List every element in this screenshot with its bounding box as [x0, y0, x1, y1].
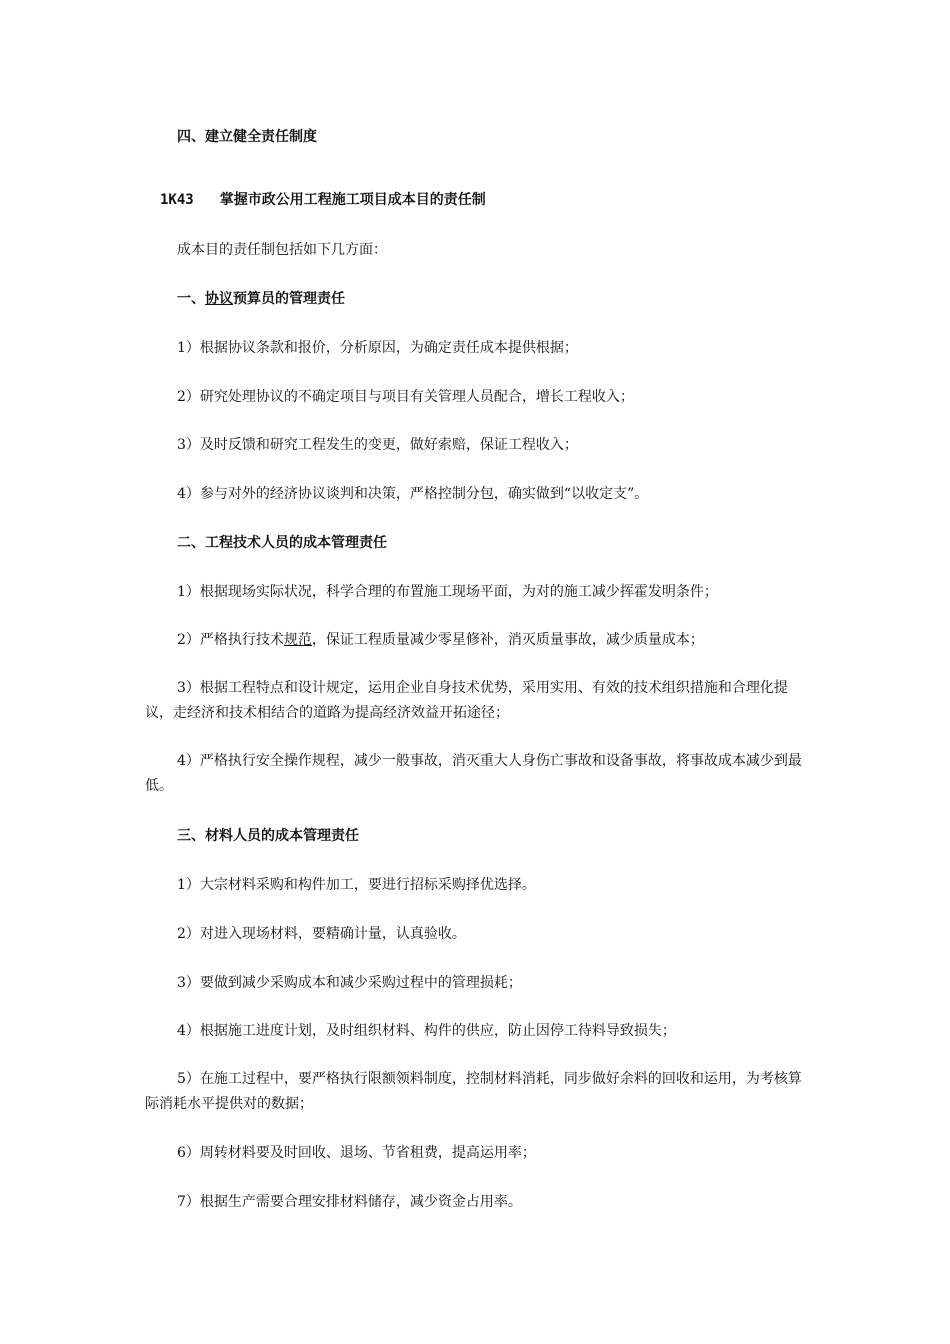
s2-item-2 [177, 630, 704, 650]
heading-establish-responsibility: 四、建立健全责任制度 [177, 129, 317, 145]
s3-item-4: 4）根据施工进度计划，及时组织材料、构件的供应，防止因停工待料导致损失； [177, 1023, 676, 1039]
s1-title-rest: 预算员的管理责任 [233, 291, 345, 307]
s3-item-1: 1）大宗材料采购和构件加工，要进行招标采购择优选择。 [177, 877, 536, 893]
s3-item-7: 7）根据生产需要合理安排材料储存，减少资金占用率。 [177, 1194, 522, 1210]
s3-item-6: 6）周转材料要及时回收、退场、节省租费，提高运用率； [177, 1145, 536, 1161]
s1-item-2: 2）研究处理协议的不确定项目与项目有关管理人员配合，增长工程收入； [177, 389, 634, 405]
s1-item-1: 1）根据协议条款和报价，分析原因，为确定责任成本提供根据； [177, 340, 578, 356]
s1-title-link[interactable]: 协议 [205, 291, 233, 307]
s3-item-3: 3）要做到减少采购成本和减少采购过程中的管理损耗； [177, 975, 522, 991]
s1-item-3: 3）及时反馈和研究工程发生的变更，做好索赔，保证工程收入； [177, 437, 578, 453]
section-heading [160, 190, 486, 210]
s1-title [177, 289, 345, 309]
s2-item-2-post: ，保证工程质量减少零星修补，消灭质量事故，减少质量成本； [311, 632, 704, 648]
section-title: 掌握市政公用工程施工项目成本目的责任制 [219, 192, 486, 208]
s3-item-5: 5）在施工过程中，要严格执行限额领料制度，控制材料消耗，同步做好余料的回收和运用，为考核算际消耗水平提供对的数据； [145, 1071, 802, 1112]
s1-item-4: 4）参与对外的经济协议谈判和决策，严格控制分包，确实做到“以收定支”。 [177, 486, 649, 502]
s2-item-1: 1）根据现场实际状况，科学合理的布置施工现场平面，为对的施工减少挥霍发明条件； [177, 584, 718, 600]
s2-item-2-pre: 2）严格执行技术 [177, 632, 284, 648]
s3-title: 三、材料人员的成本管理责任 [177, 828, 359, 844]
s2-item-3: 3）根据工程特点和设计规定，运用企业自身技术优势，采用实用、有效的技术组织措施和合理化提议，走经济和技术相结合的道路为提高经济效益开拓途径； [145, 680, 788, 721]
section-code: 1K43 [160, 192, 194, 208]
s2-item-4: 4）严格执行安全操作规程，减少一般事故，消灭重大人身伤亡事故和设备事故，将事故成本减少到最低。 [145, 753, 802, 794]
intro-text: 成本目的责任制包括如下几方面： [177, 242, 387, 258]
s3-item-2: 2）对进入现场材料，要精确计量，认真验收。 [177, 926, 466, 942]
s2-item-2-link[interactable]: 规范 [283, 632, 312, 648]
s2-title: 二、工程技术人员的成本管理责任 [177, 535, 387, 551]
s1-title-prefix: 一、 [177, 291, 205, 307]
